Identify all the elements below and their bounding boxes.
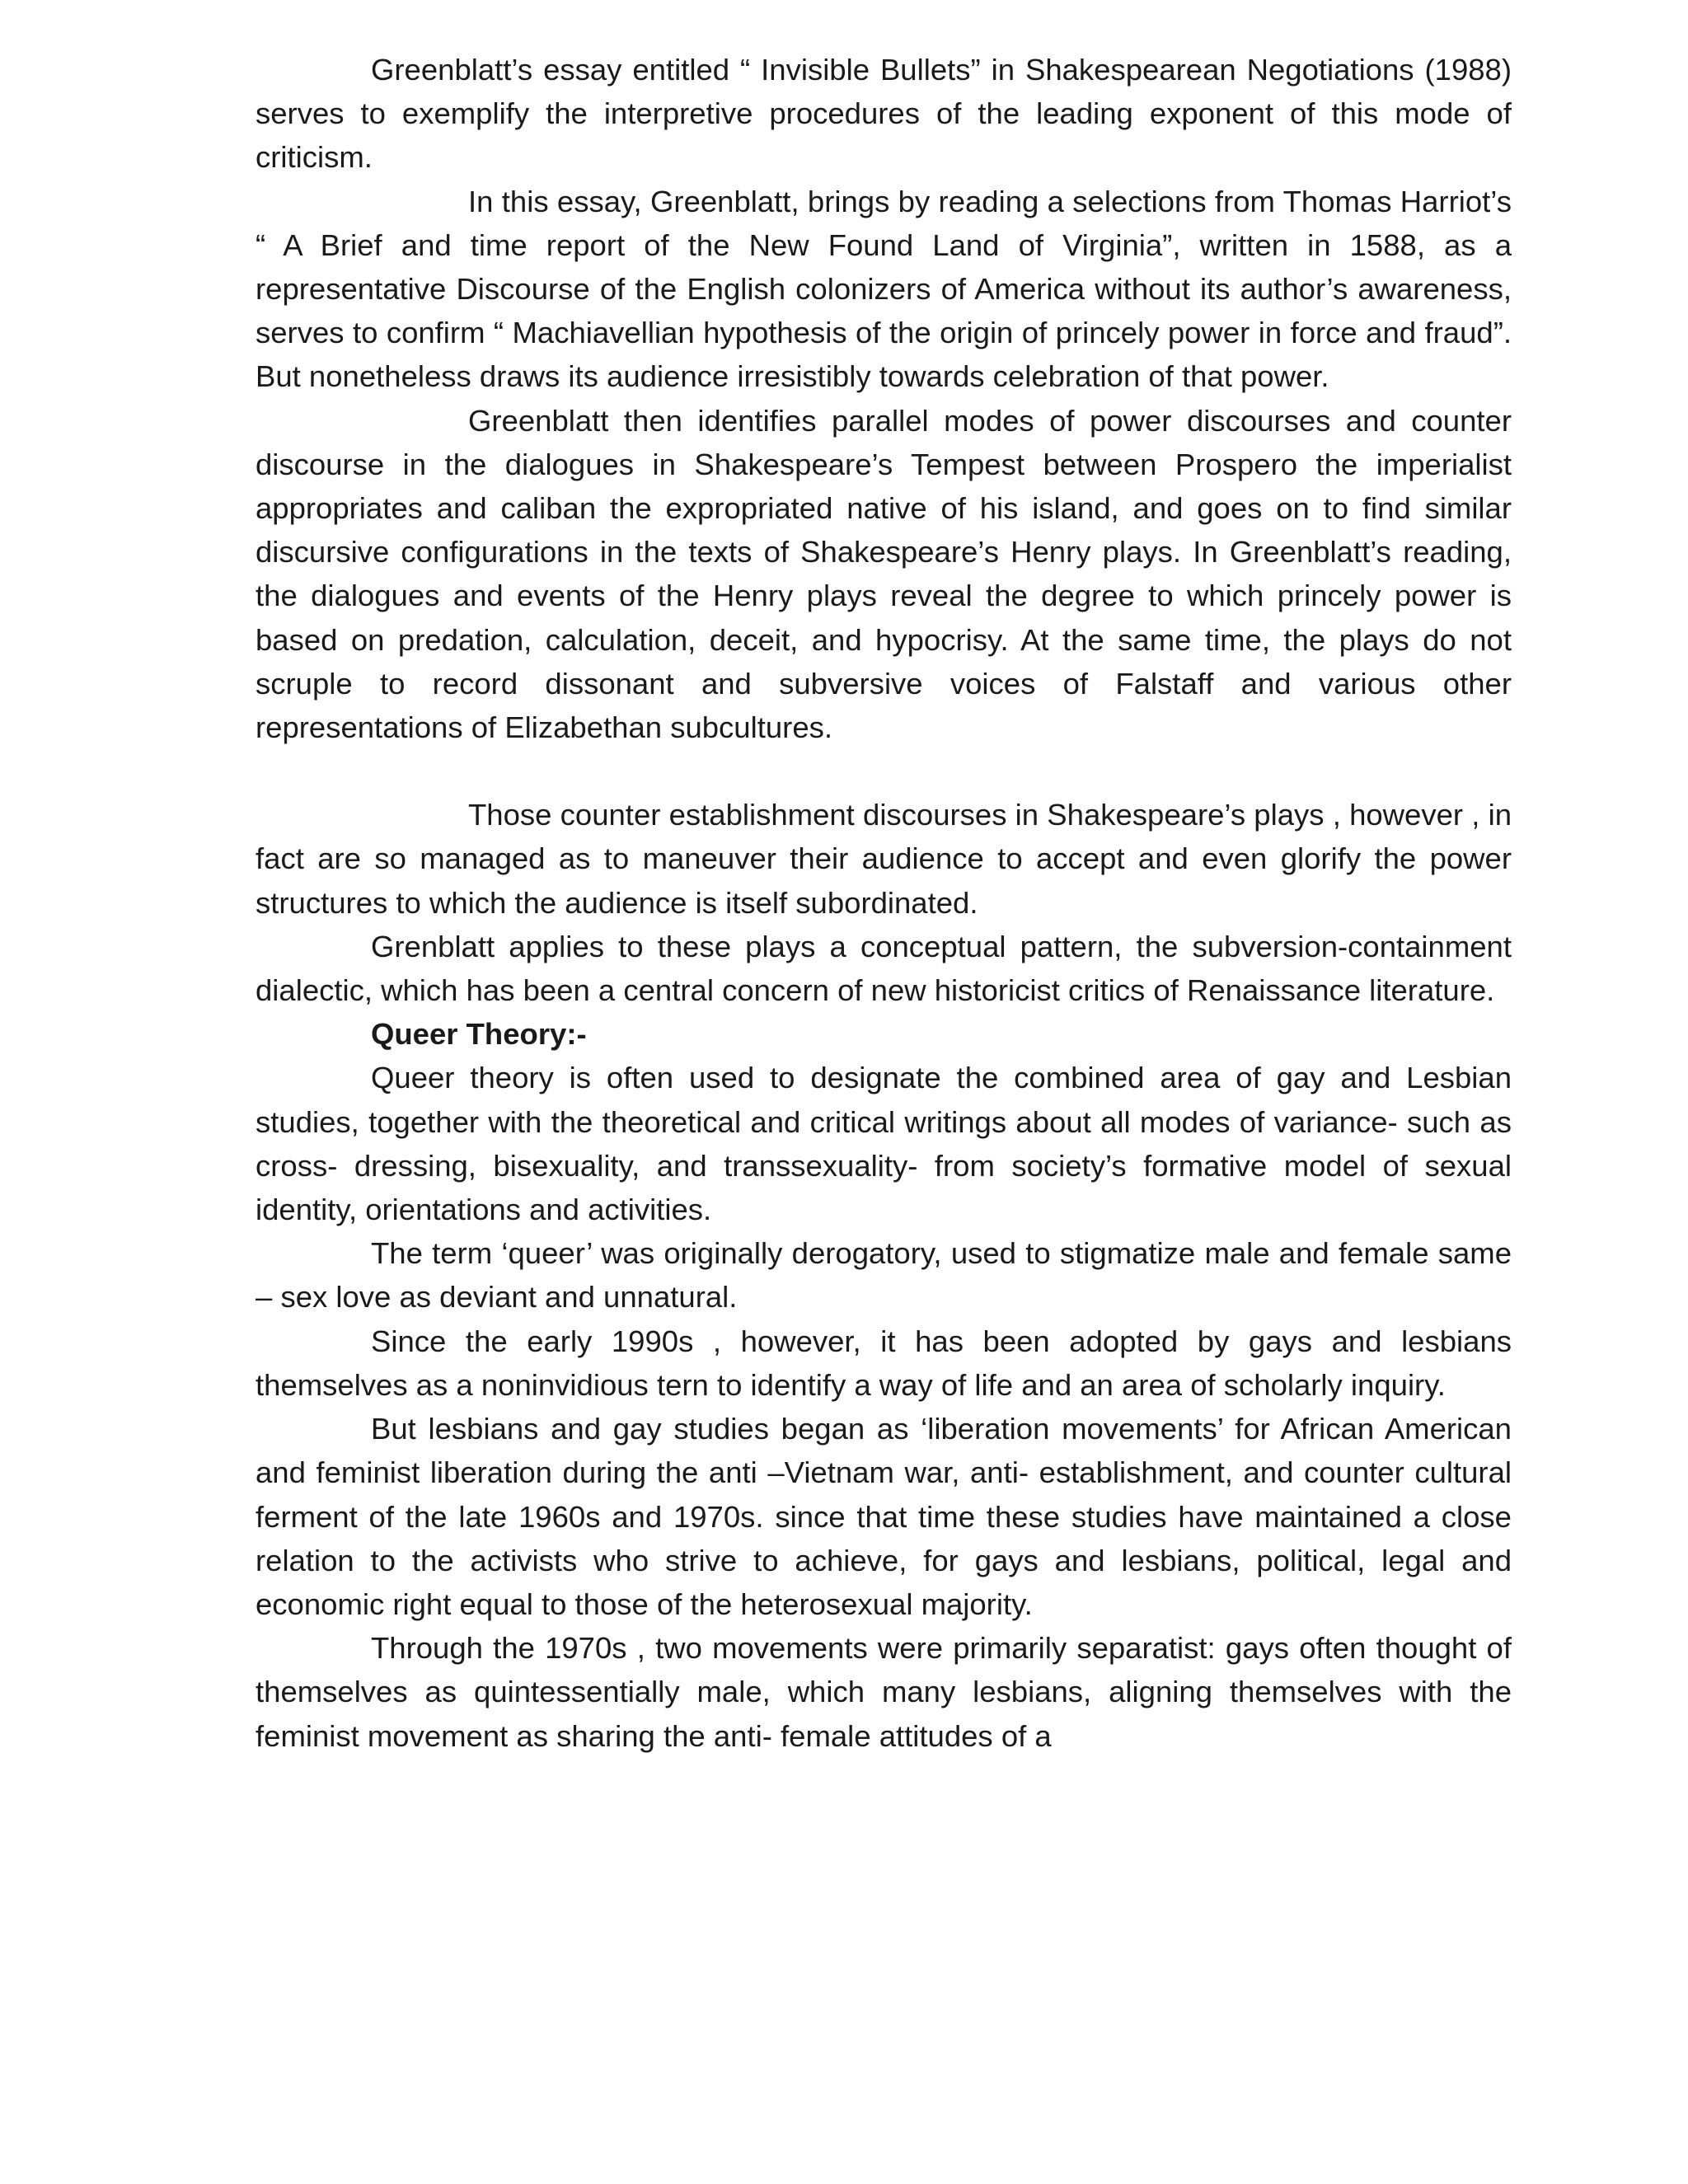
- paragraph-liberation-movements: But lesbians and gay studies began as ‘liberation movements’ for African American and feminist liberation during the anti –Vietnam war, anti- establishment, and counter cultural ferment of the late 1960s and 1970s. since that time these studies have maintained a close relation to the activists who strive to achieve, for gays and lesbians, political, legal and economic right equal to those of the heterosexual majority.: [256, 1412, 1512, 1621]
- paragraph-harriot-report: In this essay, Greenblatt, brings by reading a selections from Thomas Harriot’s “ A Brief and time report of the New Found Land of Virginia”, written in 1588, as a representative Discourse of the English colonizers of America without its author’s awareness, serves to confirm “ Machiavellian hypothesis of the origin of princely power in force and fraud”. But nonetheless draws its audience irresistibly towards celebration of that power.: [256, 184, 1512, 394]
- paragraph-separatist-movements: Through the 1970s , two movements were primarily separatist: gays often thought of themselves as quintessentially male, which many lesbians, aligning themselves with the feminist movement as sharing the anti- female attitudes of a: [256, 1631, 1512, 1753]
- paragraph-counter-establishment: Those counter establishment discourses in Shakespeare’s plays , however , in fact are so managed as to maneuver their audience to accept and even glorify the power structures to which the audience is itself subordinated.: [256, 798, 1512, 920]
- paragraph-tempest-henry-plays: Greenblatt then identifies parallel modes of power discourses and counter discourse in the dialogues in Shakespeare’s Tempest between Prospero the imperialist appropriates and caliban the expropriated native of his island, and goes on to find similar discursive configurations in the texts of Shakespeare’s Henry plays. In Greenblatt’s reading, the dialogues and events of the Henry plays reveal the degree to which princely power is based on predation, calculation, deceit, and hypocrisy. At the same time, the plays do not scruple to record dissonant and subversive voices of Falstaff and various other representations of Elizabethan subcultures.: [256, 403, 1512, 745]
- paragraph-term-queer: The term ‘queer’ was originally derogatory, used to stigmatize male and female same – sex love as deviant and unnatural.: [256, 1236, 1512, 1315]
- paragraph-since-1990s: Since the early 1990s , however, it has been adopted by gays and lesbians themselves as a noninvidious tern to identify a way of life and an area of scholarly inquiry.: [256, 1324, 1512, 1402]
- section-heading-queer-theory: Queer Theory:-: [371, 1017, 587, 1052]
- paragraph-subversion-containment: Grenblatt applies to these plays a conceptual pattern, the subversion-containment dialectic, which has been a central concern of new historicist critics of Renaissance literature.: [256, 929, 1512, 1008]
- paragraph-invisible-bullets: Greenblatt’s essay entitled “ Invisible Bullets” in Shakespearean Negotiations (1988) serves to exemplify the interpretive procedures of the leading exponent of this mode of criticism.: [256, 53, 1512, 175]
- paragraph-queer-theory-definition: Queer theory is often used to designate the combined area of gay and Lesbian studies, together with the theoretical and critical writings about all modes of variance- such as cross- dressing, bisexuality, and transsexuality- from society’s formative model of sexual identity, orientations and activities.: [256, 1061, 1512, 1227]
- document-page: [256, 48, 1512, 1758]
